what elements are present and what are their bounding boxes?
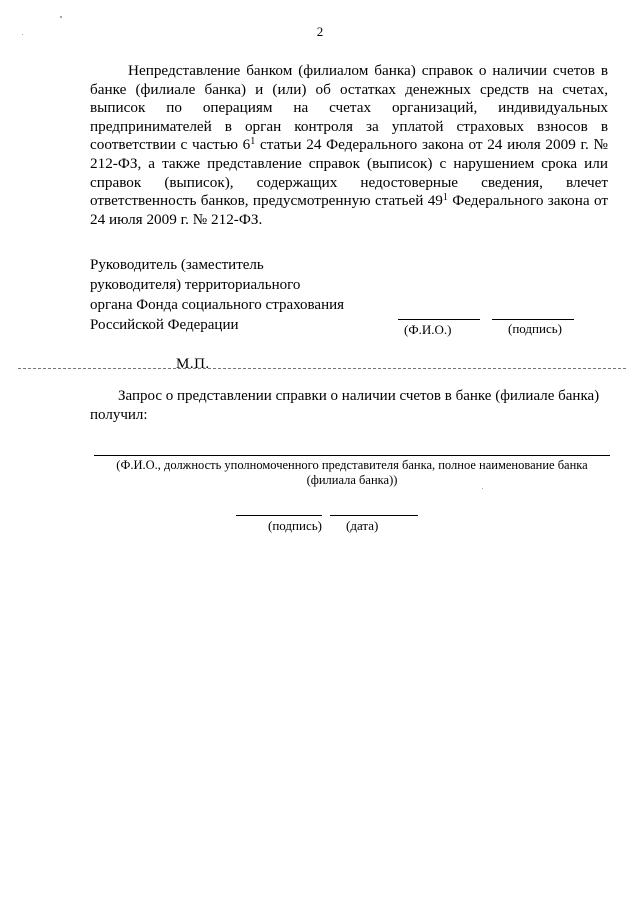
signer-line-2: руководителя) территориального bbox=[90, 277, 301, 293]
signer-fio-caption: (Ф.И.О.) bbox=[404, 322, 452, 337]
scan-speck bbox=[482, 488, 483, 489]
signer-fio-line bbox=[398, 319, 480, 320]
recipient-signature-line bbox=[236, 515, 322, 516]
signer-signature-line bbox=[492, 319, 574, 320]
scan-speck bbox=[60, 16, 62, 18]
signer-line-3: органа Фонда социального страхования bbox=[90, 297, 345, 313]
scan-speck bbox=[22, 34, 23, 35]
recipient-line bbox=[94, 455, 610, 456]
superscript-1: 1 bbox=[250, 136, 256, 148]
signer-signature-caption: (подпись) bbox=[508, 321, 562, 336]
recipient-caption: (Ф.И.О., должность уполномоченного представителя банка, полное наименование банка (филиала банка)) bbox=[116, 458, 588, 487]
recipient-date-caption: (дата) bbox=[346, 518, 379, 533]
recipient-date-line bbox=[330, 515, 418, 516]
liability-paragraph bbox=[90, 62, 608, 229]
superscript-2: 1 bbox=[442, 192, 448, 204]
signer-line-1: Руководитель (заместитель bbox=[90, 257, 264, 273]
signer-line-4: Российской Федерации bbox=[90, 317, 239, 333]
paragraph-text-1: Непредставление банком (филиалом банка) справок о наличии счетов в банке (филиале банка) и (или) об остатках денежных средств на счетах, выписок по операциям на счетах организаций, индивидуальных предпринимателей в орган контроля за уплатой страховых взносов в соответствии с частью 6 bbox=[90, 62, 608, 154]
paragraph-text-3: Федерального закона от 24 июля 2009 г. № 212-ФЗ. bbox=[90, 192, 608, 228]
recipient-signature-caption: (подпись) bbox=[268, 518, 322, 533]
stamp-place-label: М.П. bbox=[176, 356, 210, 372]
page-number: 2 bbox=[316, 24, 324, 39]
dashed-cut-line bbox=[18, 368, 626, 369]
signer-block bbox=[90, 255, 390, 335]
paragraph-text-2: статьи 24 Федерального закона от 24 июля 2009 г. № 212-ФЗ, а также представление справок (выписок) с нарушением срока или справок (выписок), содержащих недостоверные сведения, влечет ответственность банков, предусмотренную статьей 49 bbox=[90, 136, 608, 210]
request-receipt-text: Запрос о представлении справки о наличии счетов в банке (филиале банка) получил: bbox=[90, 388, 600, 423]
